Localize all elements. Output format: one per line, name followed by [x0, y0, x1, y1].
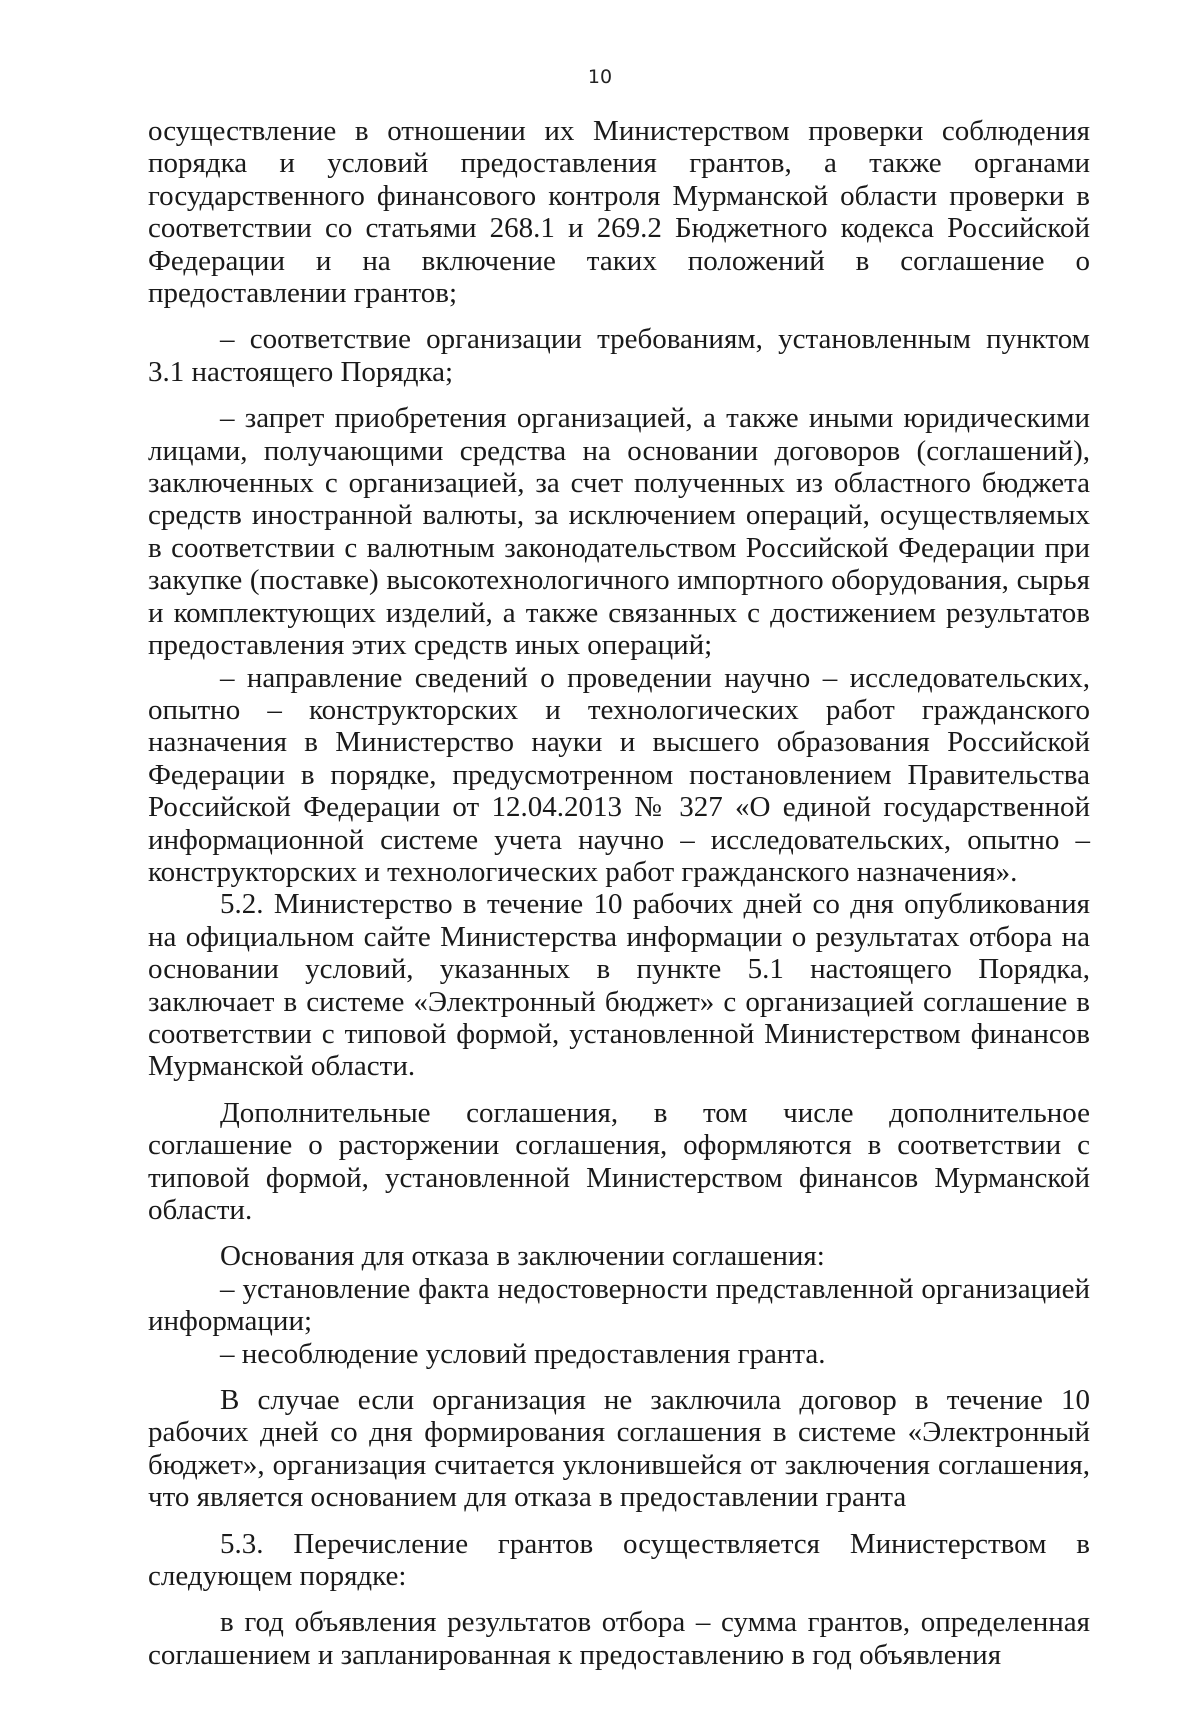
document-body: [148, 115, 1090, 1671]
paragraph-list-item: – несоблюдение условий предоставления гранта.: [220, 1337, 826, 1370]
paragraph-transfer-first-year: в год объявления результатов отбора – сумма грантов, определенная соглашением и запланированная к предоставлению в год объявления: [148, 1606, 1090, 1671]
paragraph-evasion-case: В случае если организация не заключила договор в течение 10 рабочих дней со дня формирования соглашения в системе «Электронный бюджет», организация считается уклонившейся от заключения соглашения, что является основанием для отказа в предоставлении гранта: [148, 1384, 1090, 1514]
paragraph-section-5-3: 5.3. Перечисление грантов осуществляется Министерством в следующем порядке:: [148, 1527, 1090, 1593]
paragraph-list-item: – установление факта недостоверности представленной организацией информации;: [148, 1272, 1090, 1338]
paragraph-list-item: – соответствие организации требованиям, установленным пунктом 3.1 настоящего Порядка;: [148, 323, 1090, 388]
paragraph-continuation: осуществление в отношении их Министерством проверки соблюдения порядка и условий предоставления грантов, а также органами государственного финансового контроля Мурманской области проверки в соответствии со статьями 268.1 и 269.2 Бюджетного кодекса Российской Федерации и на включение таких положений в соглашение о предоставлении грантов;: [148, 115, 1090, 310]
paragraph-list-item: – запрет приобретения организацией, а также иными юридическими лицами, получающими средства на основании договоров (соглашений), заключенных с организацией, за счет полученных из областного бюджета средств иностранной валюты, за исключением операций, осуществляемых в соответствии с валютным законодательством Российской Федерации при закупке (поставке) высокотехнологичного импортного оборудования, сырья и комплектующих изделий, а также связанных с достижением результатов предоставления этих средств иных операций;: [148, 402, 1090, 662]
page-number: 10: [587, 66, 613, 88]
paragraph-additional-agreements: Дополнительные соглашения, в том числе дополнительное соглашение о расторжении соглашения, оформляются в соответствии с типовой формой, установленной Министерством финансов Мурманской области.: [148, 1096, 1090, 1226]
paragraph-refusal-grounds-heading: Основания для отказа в заключении соглашения:: [220, 1240, 825, 1273]
paragraph-section-5-2: 5.2. Министерство в течение 10 рабочих дней со дня опубликования на официальном сайте Министерства информации о результатах отбора на основании условий, указанных в пункте 5.1 настоящего Порядка, заключает в системе «Электронный бюджет» с организацией соглашение в соответствии с типовой формой, установленной Министерством финансов Мурманской области.: [148, 888, 1090, 1083]
paragraph-list-item: – направление сведений о проведении научно – исследовательских, опытно – конструкторских и технологических работ гражданского назначения в Министерство науки и высшего образования Российской Федерации в порядке, предусмотренном постановлением Правительства Российской Федерации от 12.04.2013 № 327 «О единой государственной информационной системе учета научно – исследовательских, опытно – конструкторских и технологических работ гражданского назначения».: [148, 661, 1090, 888]
